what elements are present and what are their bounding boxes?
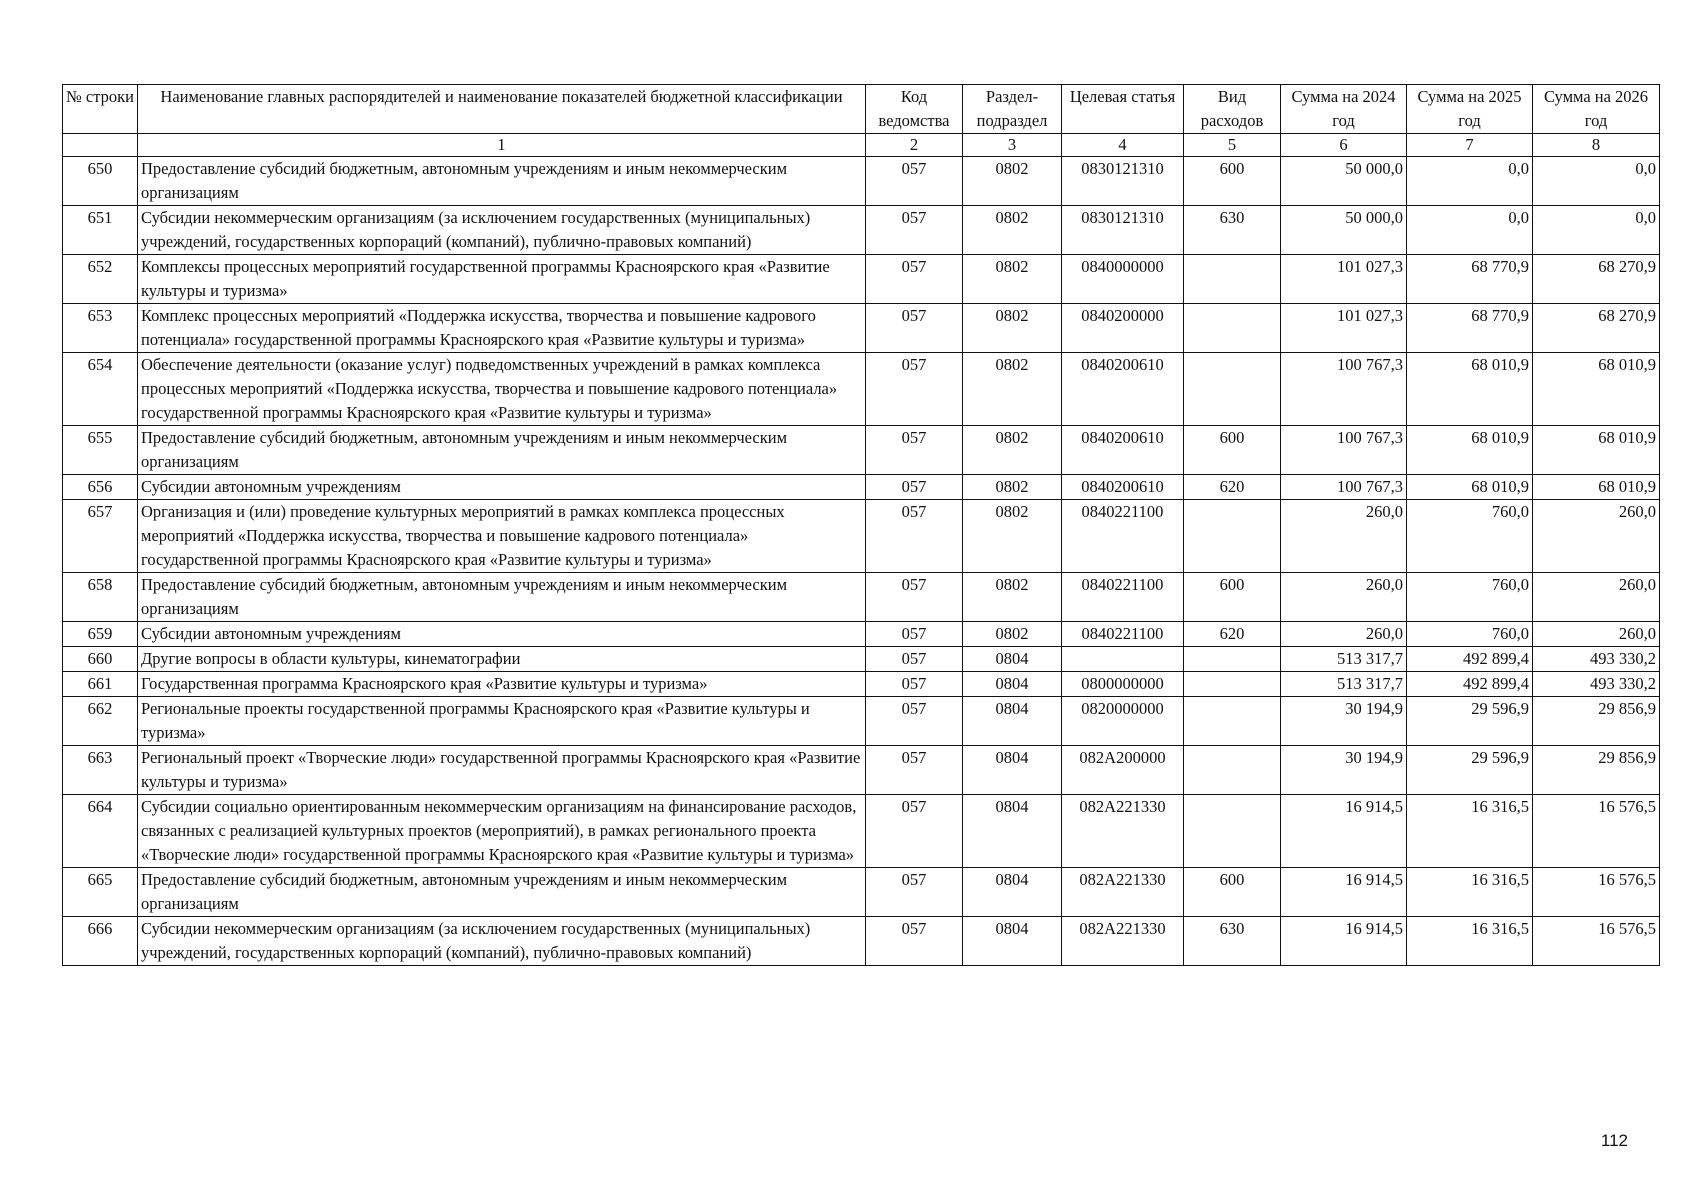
name-cell: Предоставление субсидий бюджетным, автономным учреждениям и иным некоммерческим организациям [138,157,866,206]
code-cell: 057 [866,622,963,647]
target-cell: 0830121310 [1062,206,1184,255]
header-sum-2026: Сумма на 2026 год [1533,85,1660,134]
sum-2026-cell: 16 576,5 [1533,917,1660,966]
name-cell: Комплекс процессных мероприятий «Поддержка искусства, творчества и повышение кадрового потенциала» государственной программы Красноярского края «Развитие культуры и туризма» [138,304,866,353]
code-cell: 057 [866,917,963,966]
row-number-cell: 661 [63,672,138,697]
code-cell: 057 [866,353,963,426]
name-cell: Обеспечение деятельности (оказание услуг) подведомственных учреждений в рамках комплекса процессных мероприятий «Поддержка искусства, творчества и повышение кадрового потенциала» государственной программы Красноярского края «Развитие культуры и туризма» [138,353,866,426]
sum-2026-cell: 68 270,9 [1533,304,1660,353]
sum-2026-cell: 16 576,5 [1533,868,1660,917]
sum-2025-cell: 68 770,9 [1407,304,1533,353]
sum-2024-cell: 30 194,9 [1281,746,1407,795]
column-number: 8 [1533,134,1660,157]
column-number: 1 [138,134,866,157]
target-cell: 0840000000 [1062,255,1184,304]
name-cell: Государственная программа Красноярского края «Развитие культуры и туризма» [138,672,866,697]
sum-2025-cell: 68 770,9 [1407,255,1533,304]
name-cell: Предоставление субсидий бюджетным, автономным учреждениям и иным некоммерческим организациям [138,426,866,475]
row-number-cell: 651 [63,206,138,255]
target-cell: 0840200610 [1062,475,1184,500]
sum-2025-cell: 492 899,4 [1407,647,1533,672]
target-cell [1062,647,1184,672]
target-cell: 0840200000 [1062,304,1184,353]
header-sum-2025: Сумма на 2025 год [1407,85,1533,134]
sum-2024-cell: 513 317,7 [1281,647,1407,672]
row-number-cell: 655 [63,426,138,475]
section-cell: 0804 [963,672,1062,697]
row-number-cell: 666 [63,917,138,966]
sum-2024-cell: 16 914,5 [1281,917,1407,966]
section-cell: 0802 [963,304,1062,353]
target-cell: 0840200610 [1062,353,1184,426]
sum-2026-cell: 68 010,9 [1533,353,1660,426]
name-cell: Предоставление субсидий бюджетным, автономным учреждениям и иным некоммерческим организациям [138,573,866,622]
header-row-no: № строки [63,85,138,134]
expense-type-cell [1184,672,1281,697]
name-cell: Субсидии некоммерческим организациям (за исключением государственных (муниципальных) учреждений, государственных корпораций (компаний), публично-правовых компаний) [138,206,866,255]
expense-type-cell: 600 [1184,868,1281,917]
code-cell: 057 [866,426,963,475]
sum-2026-cell: 29 856,9 [1533,697,1660,746]
table-row [63,573,1660,622]
target-cell: 0800000000 [1062,672,1184,697]
expense-type-cell: 600 [1184,426,1281,475]
name-cell: Субсидии автономным учреждениям [138,622,866,647]
section-cell: 0802 [963,157,1062,206]
table-row [63,157,1660,206]
sum-2025-cell: 0,0 [1407,157,1533,206]
section-cell: 0802 [963,255,1062,304]
header-section: Раздел-подраздел [963,85,1062,134]
code-cell: 057 [866,157,963,206]
sum-2025-cell: 16 316,5 [1407,795,1533,868]
row-number-cell: 658 [63,573,138,622]
sum-2024-cell: 260,0 [1281,573,1407,622]
row-number-cell: 653 [63,304,138,353]
name-cell: Субсидии некоммерческим организациям (за исключением государственных (муниципальных) учреждений, государственных корпораций (компаний), публично-правовых компаний) [138,917,866,966]
section-cell: 0804 [963,647,1062,672]
table-row [63,697,1660,746]
expense-type-cell [1184,697,1281,746]
table-body [63,157,1660,966]
sum-2025-cell: 16 316,5 [1407,868,1533,917]
sum-2024-cell: 16 914,5 [1281,868,1407,917]
row-number-cell: 665 [63,868,138,917]
page-number: 112 [1600,1131,1628,1150]
sum-2025-cell: 16 316,5 [1407,917,1533,966]
code-cell: 057 [866,500,963,573]
sum-2026-cell: 0,0 [1533,157,1660,206]
code-cell: 057 [866,255,963,304]
sum-2024-cell: 513 317,7 [1281,672,1407,697]
sum-2024-cell: 100 767,3 [1281,353,1407,426]
code-cell: 057 [866,573,963,622]
expense-type-cell [1184,647,1281,672]
expense-type-cell [1184,500,1281,573]
section-cell: 0804 [963,868,1062,917]
column-number: 5 [1184,134,1281,157]
sum-2026-cell: 260,0 [1533,500,1660,573]
target-cell: 082A221330 [1062,868,1184,917]
target-cell: 0840221100 [1062,500,1184,573]
target-cell: 082A221330 [1062,917,1184,966]
column-number: 4 [1062,134,1184,157]
code-cell: 057 [866,746,963,795]
column-number: 2 [866,134,963,157]
section-cell: 0804 [963,746,1062,795]
header-target: Целевая статья [1062,85,1184,134]
row-number-cell: 657 [63,500,138,573]
sum-2024-cell: 100 767,3 [1281,426,1407,475]
sum-2025-cell: 68 010,9 [1407,475,1533,500]
target-cell: 082A200000 [1062,746,1184,795]
sum-2024-cell: 101 027,3 [1281,304,1407,353]
sum-2024-cell: 30 194,9 [1281,697,1407,746]
table-header [63,85,1660,157]
sum-2024-cell: 50 000,0 [1281,206,1407,255]
section-cell: 0802 [963,206,1062,255]
sum-2026-cell: 260,0 [1533,622,1660,647]
expense-type-cell: 620 [1184,622,1281,647]
sum-2025-cell: 29 596,9 [1407,697,1533,746]
table-row [63,672,1660,697]
sum-2024-cell: 50 000,0 [1281,157,1407,206]
name-cell: Комплексы процессных мероприятий государственной программы Красноярского края «Развитие культуры и туризма» [138,255,866,304]
sum-2026-cell: 68 010,9 [1533,475,1660,500]
sum-2025-cell: 29 596,9 [1407,746,1533,795]
row-number-cell: 664 [63,795,138,868]
code-cell: 057 [866,304,963,353]
code-cell: 057 [866,206,963,255]
column-number: 3 [963,134,1062,157]
budget-table [62,84,1660,966]
code-cell: 057 [866,647,963,672]
sum-2025-cell: 760,0 [1407,622,1533,647]
target-cell: 0820000000 [1062,697,1184,746]
name-cell: Субсидии автономным учреждениям [138,475,866,500]
expense-type-cell [1184,304,1281,353]
header-name: Наименование главных распорядителей и наименование показателей бюджетной классификации [138,85,866,134]
section-cell: 0804 [963,917,1062,966]
sum-2026-cell: 493 330,2 [1533,672,1660,697]
sum-2025-cell: 492 899,4 [1407,672,1533,697]
header-row [63,85,1660,134]
name-cell: Предоставление субсидий бюджетным, автономным учреждениям и иным некоммерческим организациям [138,868,866,917]
header-type: Вид расходов [1184,85,1281,134]
sum-2026-cell: 68 010,9 [1533,426,1660,475]
table-row [63,206,1660,255]
sum-2026-cell: 29 856,9 [1533,746,1660,795]
sum-2026-cell: 0,0 [1533,206,1660,255]
code-cell: 057 [866,868,963,917]
section-cell: 0802 [963,426,1062,475]
sum-2026-cell: 260,0 [1533,573,1660,622]
expense-type-cell [1184,353,1281,426]
section-cell: 0804 [963,697,1062,746]
expense-type-cell [1184,746,1281,795]
code-cell: 057 [866,697,963,746]
section-cell: 0802 [963,353,1062,426]
code-cell: 057 [866,795,963,868]
section-cell: 0804 [963,795,1062,868]
sum-2024-cell: 260,0 [1281,500,1407,573]
target-cell: 082A221330 [1062,795,1184,868]
table-row [63,426,1660,475]
code-cell: 057 [866,475,963,500]
target-cell: 0840221100 [1062,622,1184,647]
row-number-cell: 652 [63,255,138,304]
code-cell: 057 [866,672,963,697]
name-cell: Региональный проект «Творческие люди» государственной программы Красноярского края «Развитие культуры и туризма» [138,746,866,795]
sum-2026-cell: 68 270,9 [1533,255,1660,304]
sum-2025-cell: 760,0 [1407,500,1533,573]
expense-type-cell [1184,255,1281,304]
target-cell: 0840221100 [1062,573,1184,622]
expense-type-cell: 630 [1184,917,1281,966]
target-cell: 0830121310 [1062,157,1184,206]
sum-2025-cell: 0,0 [1407,206,1533,255]
row-number-cell: 660 [63,647,138,672]
table-row [63,304,1660,353]
table-row [63,795,1660,868]
section-cell: 0802 [963,573,1062,622]
table-row [63,255,1660,304]
row-number-cell: 663 [63,746,138,795]
section-cell: 0802 [963,500,1062,573]
target-cell: 0840200610 [1062,426,1184,475]
sum-2026-cell: 16 576,5 [1533,795,1660,868]
row-number-cell: 662 [63,697,138,746]
table-row [63,500,1660,573]
sum-2025-cell: 760,0 [1407,573,1533,622]
row-number-cell: 654 [63,353,138,426]
table-row [63,917,1660,966]
name-cell: Субсидии социально ориентированным некоммерческим организациям на финансирование расходов, связанных с реализацией культурных проектов (мероприятий), в рамках регионального проекта «Творческие люди» государственной программы Красноярского края «Развитие культуры и туризма» [138,795,866,868]
table-row [63,622,1660,647]
sum-2026-cell: 493 330,2 [1533,647,1660,672]
sum-2024-cell: 100 767,3 [1281,475,1407,500]
table-row [63,868,1660,917]
expense-type-cell: 600 [1184,573,1281,622]
table-row [63,746,1660,795]
expense-type-cell [1184,795,1281,868]
table-row [63,353,1660,426]
row-number-cell: 650 [63,157,138,206]
sum-2024-cell: 260,0 [1281,622,1407,647]
expense-type-cell: 620 [1184,475,1281,500]
name-cell: Региональные проекты государственной программы Красноярского края «Развитие культуры и туризма» [138,697,866,746]
sum-2025-cell: 68 010,9 [1407,426,1533,475]
column-number: 6 [1281,134,1407,157]
table-row [63,475,1660,500]
table-row [63,647,1660,672]
expense-type-cell: 600 [1184,157,1281,206]
name-cell: Организация и (или) проведение культурных мероприятий в рамках комплекса процессных мероприятий «Поддержка искусства, творчества и повышение кадрового потенциала» государственной программы Красноярского края «Развитие культуры и туризма» [138,500,866,573]
column-number-row [63,134,1660,157]
column-number [63,134,138,157]
section-cell: 0802 [963,475,1062,500]
header-code: Код ведомства [866,85,963,134]
section-cell: 0802 [963,622,1062,647]
row-number-cell: 659 [63,622,138,647]
sum-2025-cell: 68 010,9 [1407,353,1533,426]
expense-type-cell: 630 [1184,206,1281,255]
name-cell: Другие вопросы в области культуры, кинематографии [138,647,866,672]
sum-2024-cell: 101 027,3 [1281,255,1407,304]
column-number: 7 [1407,134,1533,157]
header-sum-2024: Сумма на 2024 год [1281,85,1407,134]
sum-2024-cell: 16 914,5 [1281,795,1407,868]
row-number-cell: 656 [63,475,138,500]
